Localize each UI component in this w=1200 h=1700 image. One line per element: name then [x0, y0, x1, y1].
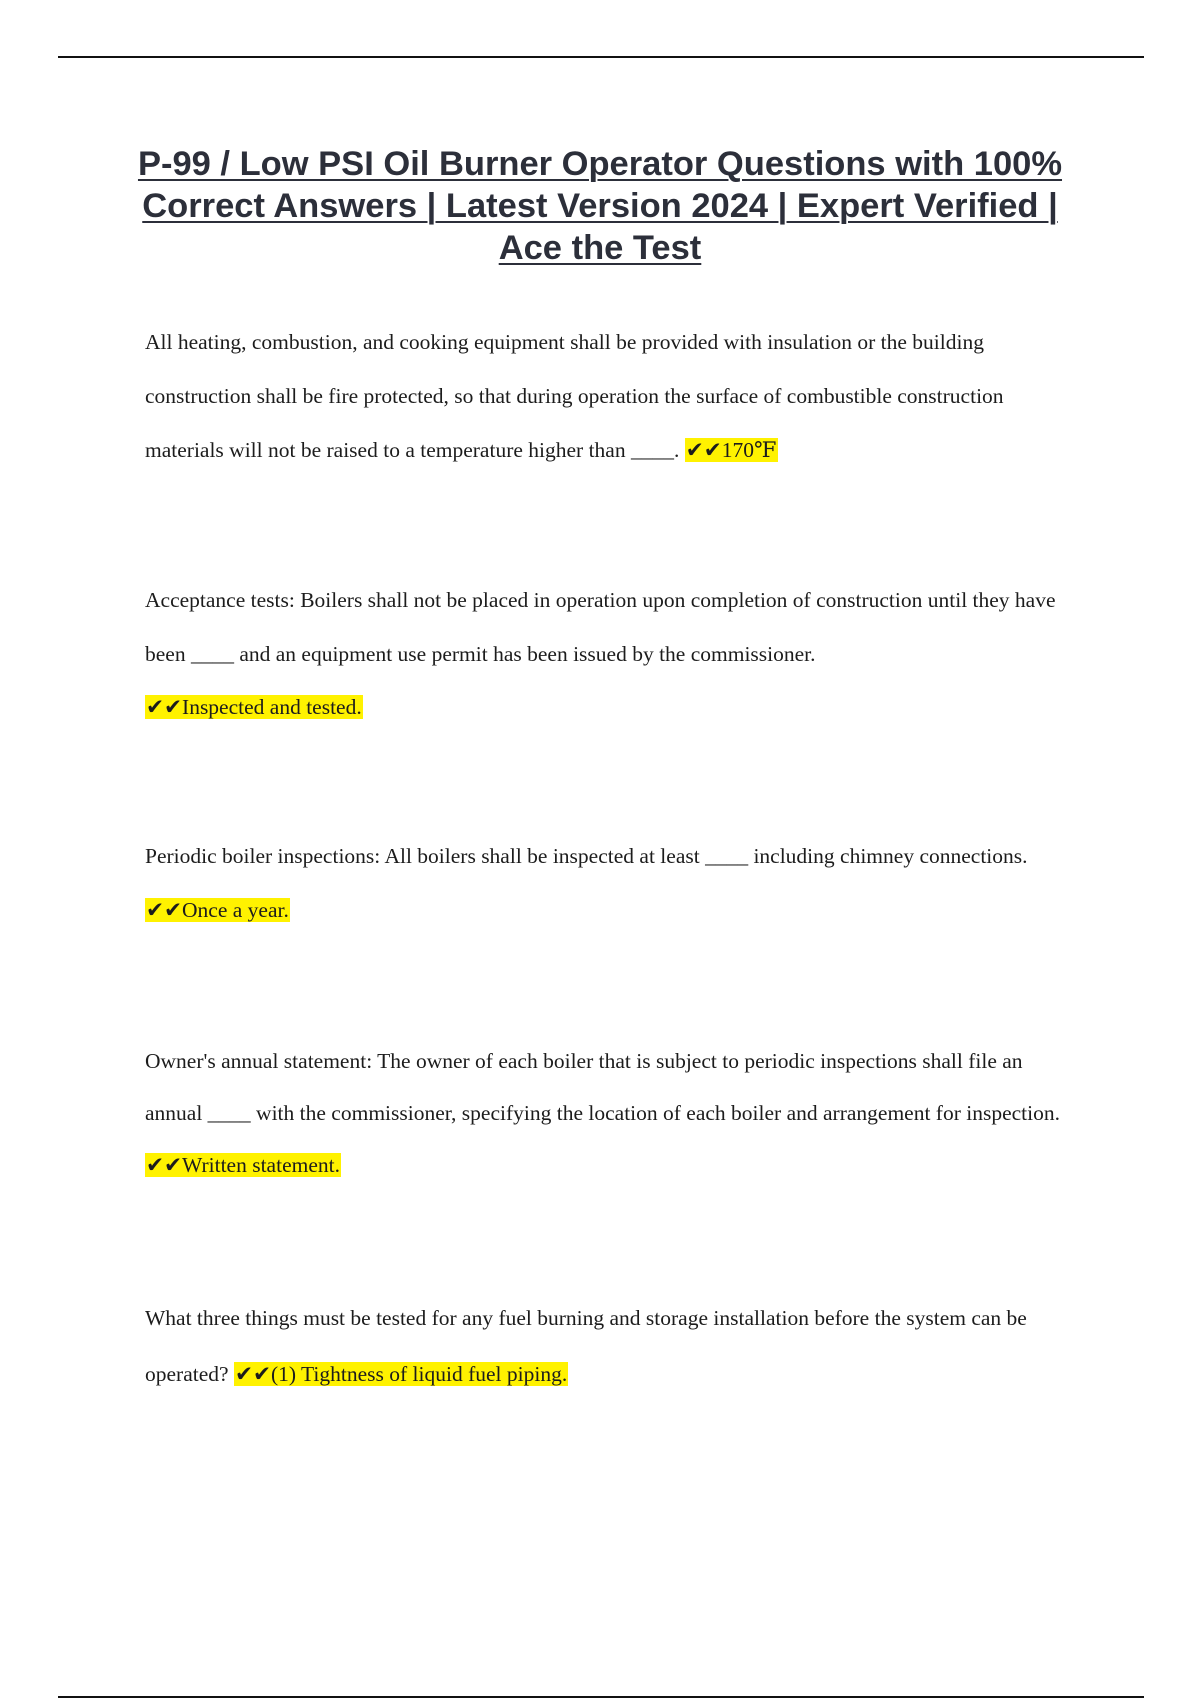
question-1 — [145, 315, 1085, 477]
question-text: Owner's annual statement: The owner of each boiler that is subject to periodic inspections shall file an annual ____ with the commissioner, specifying the location of each boiler and arrangement for inspection. — [145, 1049, 1060, 1125]
question-3 — [145, 829, 1085, 937]
question-text: What three things must be tested for any fuel burning and storage installation before the system can be operated? — [145, 1306, 1027, 1386]
top-rule — [58, 56, 1144, 58]
question-text: All heating, combustion, and cooking equipment shall be provided with insulation or the building construction shall be fire protected, so that during operation the surface of combustible construction materials will not be raised to a temperature higher than ____. — [145, 330, 1004, 462]
question-2 — [145, 573, 1085, 731]
page-title: P-99 / Low PSI Oil Burner Operator Questions with 100% Correct Answers | Latest Version 2024 | Expert Verified | Ace the Test — [137, 145, 1063, 267]
question-text: Acceptance tests: Boilers shall not be placed in operation upon completion of construction until they have been ____ and an equipment use permit has been issued by the commissioner. — [145, 588, 1056, 666]
question-4 — [145, 1035, 1085, 1191]
bottom-rule — [58, 1696, 1144, 1698]
answer-highlight: ✔✔170℉ — [685, 438, 777, 462]
answer-highlight: ✔✔Written statement. — [146, 1153, 340, 1177]
answer-highlight: ✔✔Once a year. — [146, 898, 289, 922]
question-text: Periodic boiler inspections: All boilers shall be inspected at least ____ including chimney connections. — [145, 844, 1028, 868]
question-5 — [145, 1290, 1085, 1402]
answer-highlight: ✔✔Inspected and tested. — [146, 695, 362, 719]
answer-highlight: ✔✔(1) Tightness of liquid fuel piping. — [234, 1362, 568, 1386]
